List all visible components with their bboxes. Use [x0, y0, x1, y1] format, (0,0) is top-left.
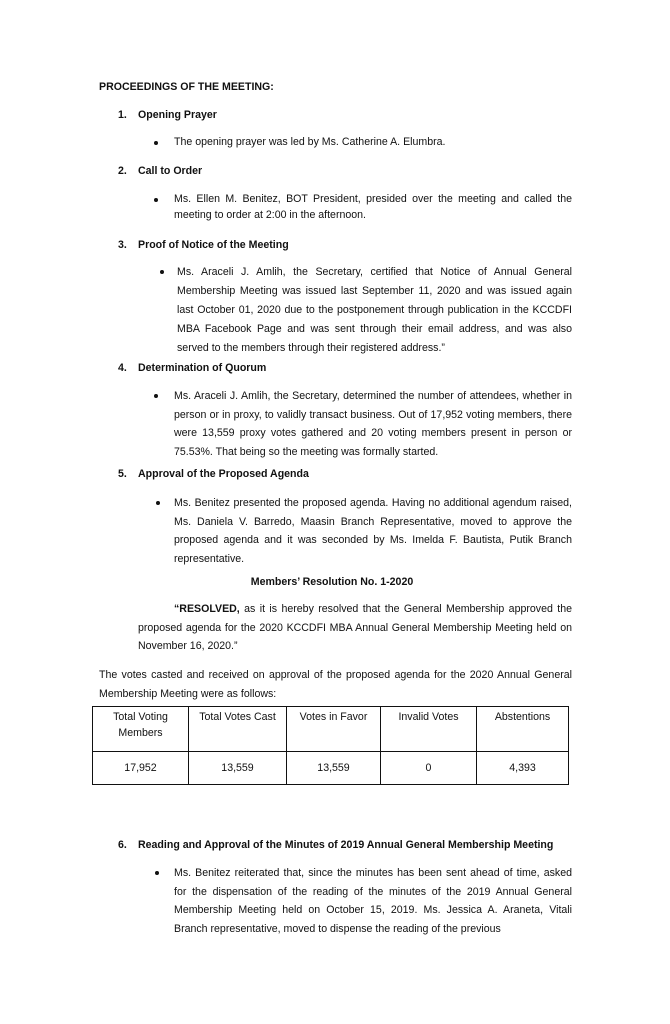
value-total-voting-members: 17,952	[93, 752, 189, 785]
section-number: 5.	[118, 468, 127, 480]
section-6-bullet: Ms. Benitez reiterated that, since the minutes has been sent ahead of time, asked for the dispensation of the reading of the minutes of the 2019 Annual General Membership Meeting held on October 15, 2019. Ms. Jessica A. Araneta, Vitali Branch representative, moved to dispense the reading of the previous	[174, 867, 572, 935]
votes-intro: The votes casted and received on approval of the proposed agenda for the 2020 Annual General Membership Meeting were as follows:	[99, 669, 572, 700]
section-1-bullet: The opening prayer was led by Ms. Catherine A. Elumbra.	[174, 136, 446, 148]
section-number: 1.	[118, 109, 127, 121]
section-3-title	[118, 237, 289, 253]
value-invalid-votes: 0	[381, 752, 477, 785]
value-total-votes-cast: 13,559	[189, 752, 287, 785]
section-4-title	[118, 360, 266, 376]
proceedings-heading: PROCEEDINGS OF THE MEETING:	[99, 81, 274, 93]
value-abstentions: 4,393	[477, 752, 569, 785]
resolution-title: Members’ Resolution No. 1-2020	[250, 576, 414, 588]
resolution-body	[138, 600, 572, 656]
resolution-lead: “RESOLVED,	[174, 603, 240, 615]
value-votes-in-favor: 13,559	[287, 752, 381, 785]
section-title-text: Approval of the Proposed Agenda	[138, 468, 309, 480]
bullet-dot	[154, 198, 158, 202]
votes-table-values-row	[93, 752, 569, 785]
section-2-bullet: Ms. Ellen M. Benitez, BOT President, presided over the meeting and called the meeting to order at 2:00 in the afternoon.	[174, 193, 572, 221]
section-title-text: Determination of Quorum	[138, 362, 267, 374]
section-title-text: Proof of Notice of the Meeting	[138, 239, 289, 251]
section-number: 4.	[118, 362, 127, 374]
section-5-title	[118, 466, 309, 482]
section-4-bullet: Ms. Araceli J. Amlih, the Secretary, determined the number of attendees, whether in person or in proxy, to validly transact business. Out of 17,952 voting members, there were 13,559 proxy votes gathered and 20 voting members present in person or 75.53%. That being so the meeting was formally started.	[174, 390, 572, 458]
section-number: 6.	[118, 839, 127, 851]
section-title-text: Opening Prayer	[138, 109, 217, 121]
section-number: 3.	[118, 239, 127, 251]
header-invalid-votes: Invalid Votes	[381, 707, 477, 752]
bullet-dot	[160, 270, 164, 274]
header-votes-in-favor: Votes in Favor	[287, 707, 381, 752]
section-1-title	[118, 107, 217, 123]
section-3-bullet: Ms. Araceli J. Amlih, the Secretary, certified that Notice of Annual General Membership Meeting was issued last September 11, 2020 and was issued again last October 01, 2020 due to the postponement through publication in the KCCDFI MBA Facebook Page and was sent through their email address, and was also served to the members through their registered address.”	[177, 266, 572, 354]
section-2-title	[118, 163, 202, 179]
bullet-dot	[154, 394, 158, 398]
header-abstentions: Abstentions	[477, 707, 569, 752]
section-title-text: Call to Order	[138, 165, 203, 177]
bullet-dot	[156, 501, 160, 505]
header-total-voting-members: Total Voting Members	[93, 707, 189, 752]
resolution-text: as it is hereby resolved that the General Membership approved the proposed agenda for the 2020 KCCDFI MBA Annual General Membership Meeting held on November 16, 2020.”	[138, 603, 572, 652]
votes-table-header-row	[93, 707, 569, 752]
section-6-title	[118, 837, 553, 853]
section-5-bullet: Ms. Benitez presented the proposed agenda. Having no additional agendum raised, Ms. Daniela V. Barredo, Maasin Branch Representative, moved to approve the proposed agenda and it was seconded by Ms. Imelda F. Bautista, Putik Branch representative.	[174, 497, 572, 565]
votes-table	[92, 706, 569, 785]
section-title-text: Reading and Approval of the Minutes of 2019 Annual General Membership Meeting	[138, 839, 554, 851]
section-number: 2.	[118, 165, 127, 177]
bullet-dot	[154, 141, 158, 145]
bullet-dot	[155, 871, 159, 875]
header-total-votes-cast: Total Votes Cast	[189, 707, 287, 752]
